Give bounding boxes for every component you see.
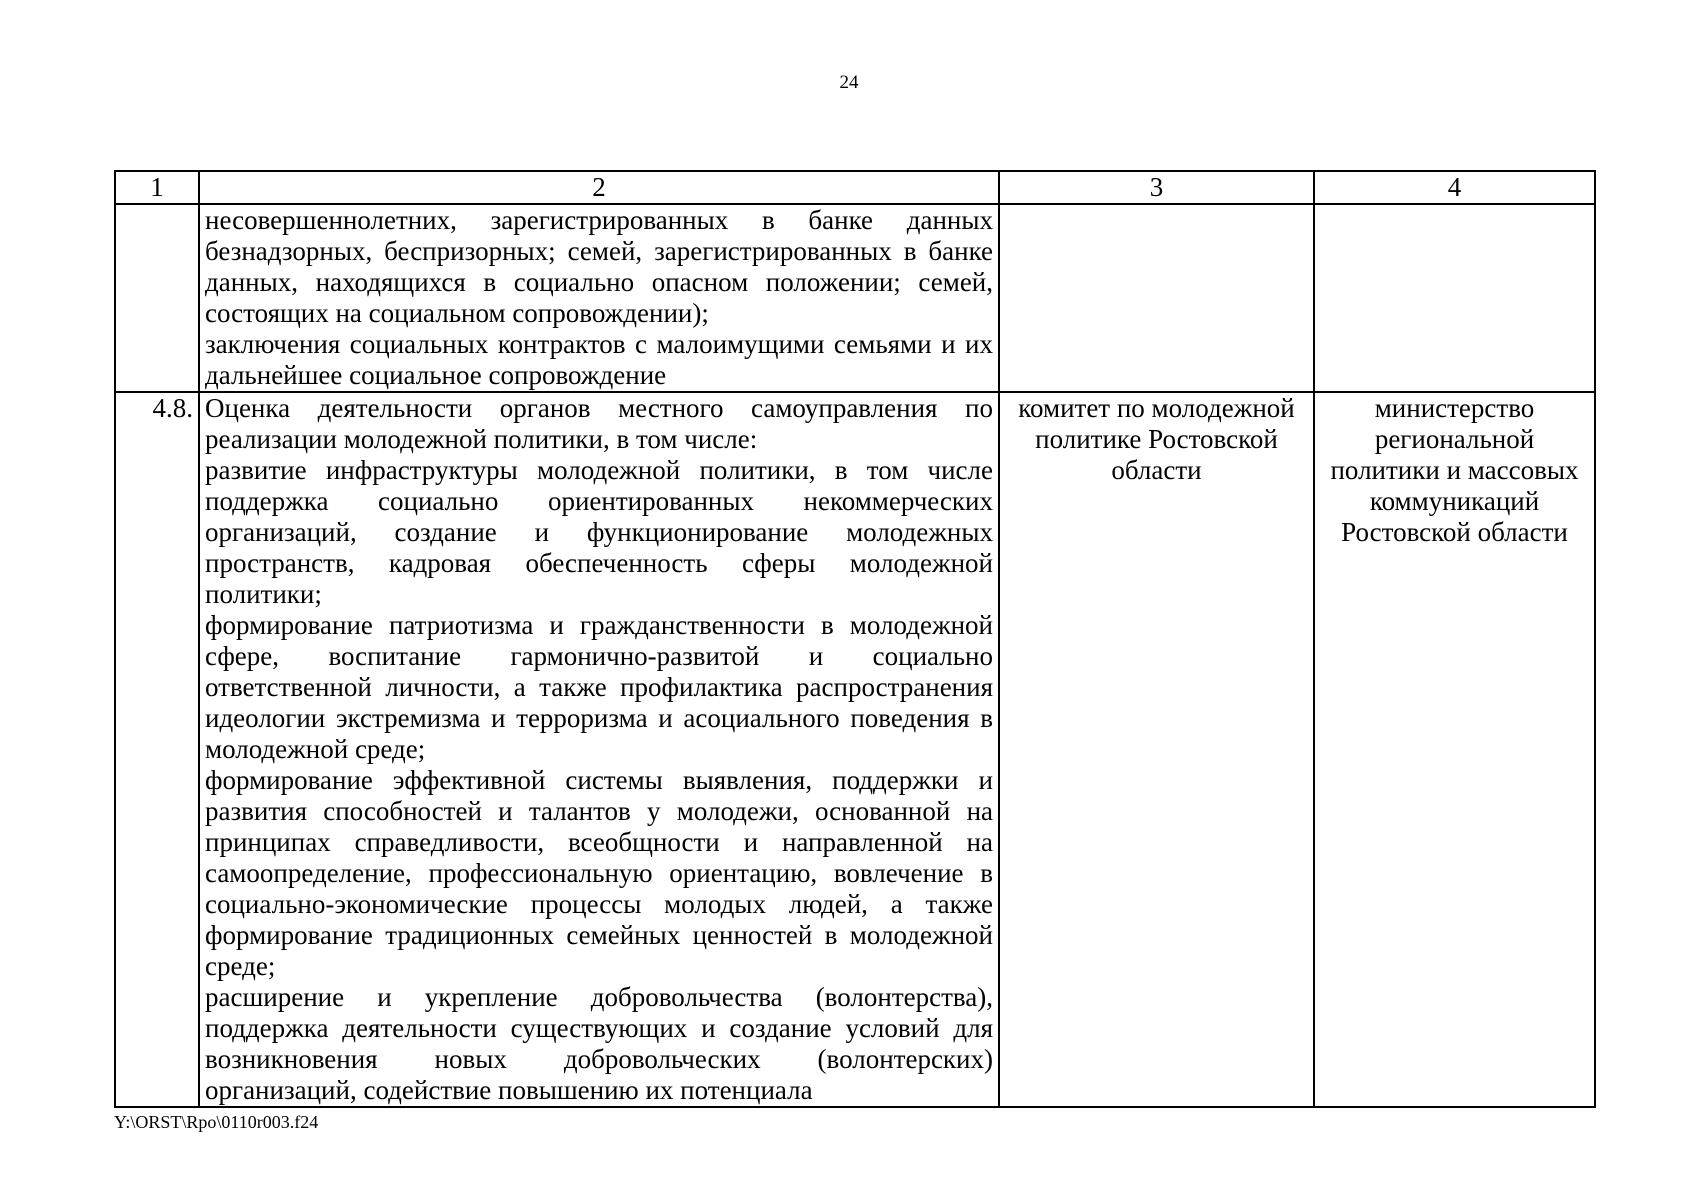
description-paragraph: несовершеннолетних, зарегистрированных в банке данных безнадзорных, беспризорных; семей, зарегистрированных в банке данных, находящихся в социально опасном положении; семей, состоящих на социальном сопровождении); xyxy=(205,205,993,328)
description-paragraph: развитие инфраструктуры молодежной политики, в том числе поддержка социально ориентированных некоммерческих организаций, создание и функционирование молодежных пространств, кадровая обеспеченность сферы молодежной политики; xyxy=(205,455,993,609)
table-row xyxy=(115,204,1595,392)
column-header-3: 3 xyxy=(999,171,1314,204)
column-header-1: 1 xyxy=(115,171,199,204)
row-description xyxy=(199,204,999,392)
page-number: 24 xyxy=(839,72,859,93)
responsible-executor: комитет по молодежной политике Ростовской области xyxy=(999,392,1314,1107)
row-description xyxy=(199,392,999,1107)
description-paragraph: формирование эффективной системы выявления, поддержки и развития способностей и талантов у молодежи, основанной на принципах справедливости, всеобщности и направленной на самоопределение, профессиональную ориентацию, вовлечение в социально-экономические процессы молодых людей, а также формирование традиционных семейных ценностей в молодежной среде; xyxy=(205,765,993,981)
description-paragraph: расширение и укрепление добровольчества (волонтерства), поддержка деятельности существующих и создание условий для возникновения новых добровольческих (волонтерских) организаций, содействие повышению их потенциала xyxy=(205,982,993,1105)
table-header-row xyxy=(115,171,1595,204)
file-path: Y:\ORST\Rpo\0110r003.f24 xyxy=(114,1112,319,1132)
responsible-executor xyxy=(999,204,1314,392)
co-executor xyxy=(1314,204,1595,392)
table-row xyxy=(115,392,1595,1107)
description-paragraph: формирование патриотизма и гражданственности в молодежной сфере, воспитание гармонично-развитой и социально ответственной личности, а также профилактика распространения идеологии экстремизма и терроризма и асоциального поведения в молодежной среде; xyxy=(205,610,993,764)
document-table xyxy=(114,170,1596,1108)
column-header-2: 2 xyxy=(199,171,999,204)
column-header-4: 4 xyxy=(1314,171,1595,204)
description-paragraph: Оценка деятельности органов местного самоуправления по реализации молодежной политики, в том числе: xyxy=(205,393,993,454)
description-paragraph: заключения социальных контрактов с малоимущими семьями и их дальнейшее социальное сопровождение xyxy=(205,329,993,390)
row-number xyxy=(115,204,199,392)
co-executor: министерство региональной политики и массовых коммуникаций Ростовской области xyxy=(1314,392,1595,1107)
row-number: 4.8. xyxy=(115,392,199,1107)
